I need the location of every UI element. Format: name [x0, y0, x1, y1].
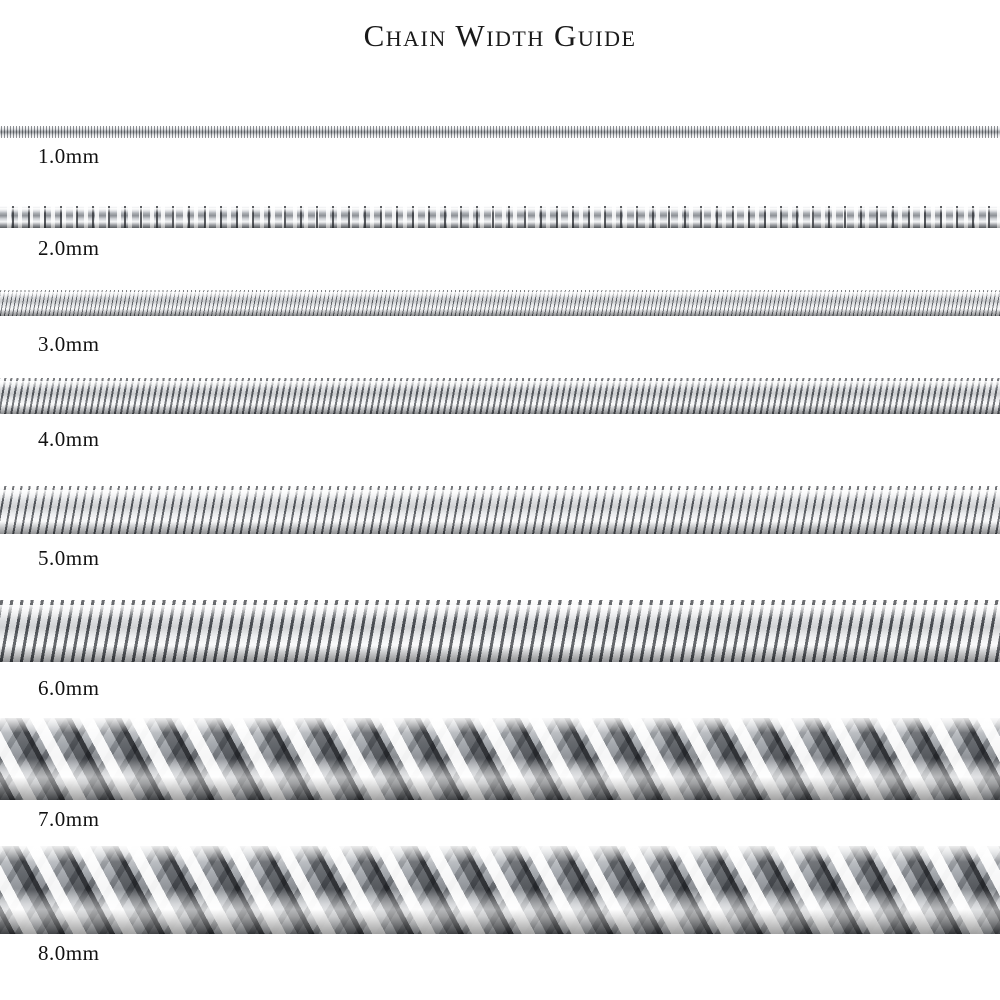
chain-image-3-0mm	[0, 290, 1000, 316]
chain-image-4-0mm	[0, 378, 1000, 414]
chain-image-8-0mm	[0, 846, 1000, 934]
chain-shadow	[0, 309, 1000, 316]
chain-shading	[0, 846, 1000, 934]
chain-image-5-0mm	[0, 486, 1000, 534]
chain-shading	[0, 718, 1000, 800]
chain-gloss	[0, 208, 1000, 213]
chain-gloss	[0, 292, 1000, 298]
chain-image-2-0mm	[0, 206, 1000, 228]
chain-label-2-0mm: 2.0mm	[38, 236, 100, 260]
chain-image-6-0mm	[0, 600, 1000, 662]
chain-shadow	[0, 646, 1000, 662]
chain-shadow	[0, 522, 1000, 534]
chain-label-1-0mm: 1.0mm	[38, 144, 100, 168]
chain-label-7-0mm: 7.0mm	[38, 807, 100, 831]
chain-image-7-0mm	[0, 718, 1000, 800]
chain-shadow	[0, 405, 1000, 414]
chain-label-4-0mm: 4.0mm	[38, 427, 100, 451]
chain-label-8-0mm: 8.0mm	[38, 941, 100, 965]
chain-label-5-0mm: 5.0mm	[38, 546, 100, 570]
chain-gloss	[0, 605, 1000, 619]
page-title: Chain Width Guide	[363, 18, 637, 53]
chain-shadow	[0, 222, 1000, 228]
chain-texture	[0, 126, 1000, 138]
chain-label-6-0mm: 6.0mm	[38, 676, 100, 700]
chain-gloss	[0, 381, 1000, 389]
chain-image-1-0mm	[0, 126, 1000, 138]
chain-gloss	[0, 490, 1000, 501]
chain-label-3-0mm: 3.0mm	[38, 332, 100, 356]
